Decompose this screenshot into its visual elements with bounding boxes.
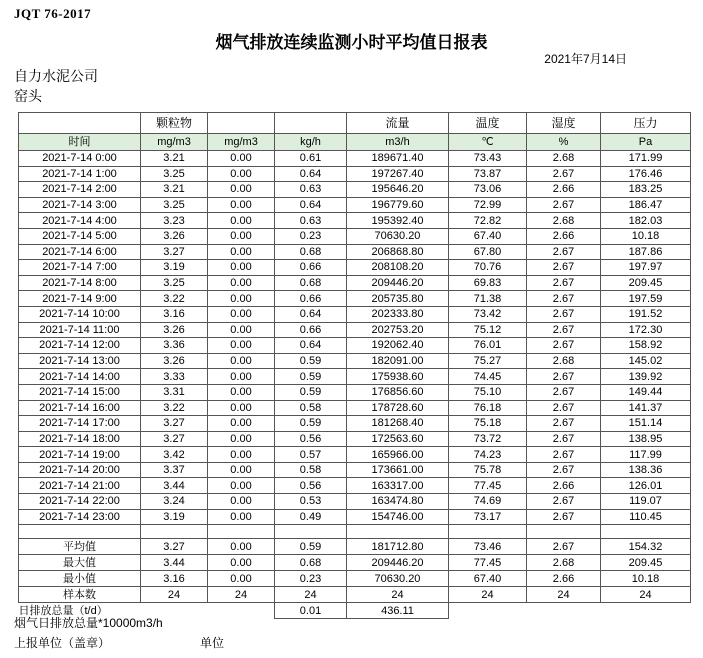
total-flow: 436.11 xyxy=(347,603,449,619)
cell-c3: 0.66 xyxy=(275,291,347,307)
cell-flow: 70630.20 xyxy=(347,228,449,244)
table-row xyxy=(19,509,691,525)
cell-time: 2021-7-14 9:00 xyxy=(19,291,141,307)
cell-c1: 3.21 xyxy=(141,151,208,167)
cell-c1: 3.26 xyxy=(141,353,208,369)
cell-temp: 73.42 xyxy=(449,306,527,322)
cell-hum: 2.67 xyxy=(527,369,601,385)
cell-temp: 73.43 xyxy=(449,151,527,167)
cell-c3: 0.58 xyxy=(275,400,347,416)
cell-hum: 2.67 xyxy=(527,275,601,291)
cell-temp: 73.17 xyxy=(449,509,527,525)
cell-hum: 2.67 xyxy=(527,462,601,478)
table-unit-row xyxy=(19,134,691,151)
spacer-cell xyxy=(141,525,208,539)
table-row xyxy=(19,182,691,198)
cell-hum: 2.66 xyxy=(527,182,601,198)
cell-c2: 0.00 xyxy=(208,291,275,307)
summary-c3: 24 xyxy=(275,587,347,603)
cell-temp: 75.10 xyxy=(449,384,527,400)
cell-pres: 197.59 xyxy=(601,291,691,307)
total-c3: 0.01 xyxy=(275,603,347,619)
cell-c1: 3.33 xyxy=(141,369,208,385)
cell-flow: 209446.20 xyxy=(347,275,449,291)
summary-label: 最小值 xyxy=(19,571,141,587)
group-header-flow: 流量 xyxy=(347,113,449,134)
cell-temp: 69.83 xyxy=(449,275,527,291)
cell-c2: 0.00 xyxy=(208,244,275,260)
cell-c3: 0.59 xyxy=(275,353,347,369)
unit-flow: m3/h xyxy=(347,134,449,151)
cell-c2: 0.00 xyxy=(208,338,275,354)
total-c2 xyxy=(208,603,275,619)
cell-flow: 163474.80 xyxy=(347,494,449,510)
summary-temp: 77.45 xyxy=(449,555,527,571)
spacer-cell xyxy=(527,525,601,539)
cell-temp: 74.45 xyxy=(449,369,527,385)
summary-flow: 181712.80 xyxy=(347,539,449,555)
group-header-blank-3 xyxy=(275,113,347,134)
cell-c2: 0.00 xyxy=(208,431,275,447)
summary-c2: 0.00 xyxy=(208,555,275,571)
group-header-temperature: 温度 xyxy=(449,113,527,134)
table-row xyxy=(19,400,691,416)
cell-time: 2021-7-14 4:00 xyxy=(19,213,141,229)
cell-c2: 0.00 xyxy=(208,462,275,478)
table-row xyxy=(19,478,691,494)
cell-c3: 0.56 xyxy=(275,431,347,447)
cell-c2: 0.00 xyxy=(208,306,275,322)
summary-temp: 73.46 xyxy=(449,539,527,555)
table-group-header-row xyxy=(19,113,691,134)
cell-flow: 176856.60 xyxy=(347,384,449,400)
table-row xyxy=(19,291,691,307)
cell-pres: 187.86 xyxy=(601,244,691,260)
cell-temp: 73.87 xyxy=(449,166,527,182)
cell-c1: 3.44 xyxy=(141,478,208,494)
cell-time: 2021-7-14 11:00 xyxy=(19,322,141,338)
cell-hum: 2.67 xyxy=(527,306,601,322)
cell-hum: 2.67 xyxy=(527,494,601,510)
summary-flow: 70630.20 xyxy=(347,571,449,587)
summary-c1: 3.44 xyxy=(141,555,208,571)
summary-c3: 0.68 xyxy=(275,555,347,571)
cell-c3: 0.57 xyxy=(275,447,347,463)
cell-c1: 3.19 xyxy=(141,509,208,525)
cell-hum: 2.67 xyxy=(527,509,601,525)
cell-time: 2021-7-14 8:00 xyxy=(19,275,141,291)
table-row xyxy=(19,353,691,369)
cell-flow: 195392.40 xyxy=(347,213,449,229)
cell-time: 2021-7-14 5:00 xyxy=(19,228,141,244)
cell-c2: 0.00 xyxy=(208,151,275,167)
cell-c2: 0.00 xyxy=(208,478,275,494)
total-blank-1 xyxy=(449,603,527,619)
cell-pres: 183.25 xyxy=(601,182,691,198)
cell-c1: 3.19 xyxy=(141,260,208,276)
cell-pres: 191.52 xyxy=(601,306,691,322)
spacer-cell xyxy=(208,525,275,539)
table-row xyxy=(19,431,691,447)
summary-c3: 0.59 xyxy=(275,539,347,555)
group-header-particulate: 颗粒物 xyxy=(141,113,208,134)
summary-c1: 24 xyxy=(141,587,208,603)
cell-flow: 208108.20 xyxy=(347,260,449,276)
cell-hum: 2.66 xyxy=(527,228,601,244)
summary-pres: 209.45 xyxy=(601,555,691,571)
cell-time: 2021-7-14 7:00 xyxy=(19,260,141,276)
summary-pres: 24 xyxy=(601,587,691,603)
cell-time: 2021-7-14 10:00 xyxy=(19,306,141,322)
summary-row-average xyxy=(19,539,691,555)
cell-c3: 0.59 xyxy=(275,416,347,432)
spacer-cell xyxy=(19,525,141,539)
cell-hum: 2.67 xyxy=(527,291,601,307)
cell-c3: 0.64 xyxy=(275,197,347,213)
table-row xyxy=(19,275,691,291)
cell-time: 2021-7-14 19:00 xyxy=(19,447,141,463)
cell-hum: 2.67 xyxy=(527,260,601,276)
summary-row-count xyxy=(19,587,691,603)
cell-pres: 197.97 xyxy=(601,260,691,276)
cell-hum: 2.67 xyxy=(527,338,601,354)
cell-flow: 175938.60 xyxy=(347,369,449,385)
summary-flow: 24 xyxy=(347,587,449,603)
cell-flow: 182091.00 xyxy=(347,353,449,369)
group-header-humidity: 湿度 xyxy=(527,113,601,134)
cell-pres: 176.46 xyxy=(601,166,691,182)
cell-c2: 0.00 xyxy=(208,369,275,385)
summary-pres: 10.18 xyxy=(601,571,691,587)
cell-flow: 189671.40 xyxy=(347,151,449,167)
cell-hum: 2.68 xyxy=(527,151,601,167)
summary-hum: 2.68 xyxy=(527,555,601,571)
cell-c2: 0.00 xyxy=(208,197,275,213)
cell-flow: 173661.00 xyxy=(347,462,449,478)
cell-c1: 3.26 xyxy=(141,228,208,244)
total-blank-3 xyxy=(601,603,691,619)
cell-hum: 2.67 xyxy=(527,416,601,432)
cell-c3: 0.64 xyxy=(275,338,347,354)
cell-c2: 0.00 xyxy=(208,494,275,510)
cell-hum: 2.67 xyxy=(527,431,601,447)
cell-time: 2021-7-14 0:00 xyxy=(19,151,141,167)
cell-c3: 0.59 xyxy=(275,369,347,385)
unit-particulate-1: mg/m3 xyxy=(141,134,208,151)
cell-c2: 0.00 xyxy=(208,228,275,244)
cell-c1: 3.24 xyxy=(141,494,208,510)
group-header-blank-2 xyxy=(208,113,275,134)
cell-pres: 119.07 xyxy=(601,494,691,510)
cell-c2: 0.00 xyxy=(208,447,275,463)
cell-c3: 0.63 xyxy=(275,182,347,198)
cell-time: 2021-7-14 1:00 xyxy=(19,166,141,182)
cell-temp: 67.40 xyxy=(449,228,527,244)
cell-time: 2021-7-14 23:00 xyxy=(19,509,141,525)
cell-temp: 75.18 xyxy=(449,416,527,432)
cell-hum: 2.68 xyxy=(527,353,601,369)
cell-temp: 76.01 xyxy=(449,338,527,354)
summary-flow: 209446.20 xyxy=(347,555,449,571)
table-row xyxy=(19,244,691,260)
cell-c3: 0.61 xyxy=(275,151,347,167)
table-row xyxy=(19,369,691,385)
cell-pres: 172.30 xyxy=(601,322,691,338)
total-label: 日排放总量（t/d） xyxy=(18,605,108,617)
cell-c1: 3.22 xyxy=(141,291,208,307)
cell-hum: 2.66 xyxy=(527,478,601,494)
cell-temp: 76.18 xyxy=(449,400,527,416)
cell-c3: 0.64 xyxy=(275,306,347,322)
cell-pres: 149.44 xyxy=(601,384,691,400)
footer-unit: 单位 xyxy=(200,636,225,650)
cell-c1: 3.36 xyxy=(141,338,208,354)
cell-pres: 110.45 xyxy=(601,509,691,525)
table-row xyxy=(19,416,691,432)
cell-temp: 72.99 xyxy=(449,197,527,213)
cell-c1: 3.27 xyxy=(141,431,208,447)
table-row xyxy=(19,197,691,213)
cell-temp: 75.27 xyxy=(449,353,527,369)
cell-hum: 2.67 xyxy=(527,384,601,400)
cell-c3: 0.58 xyxy=(275,462,347,478)
cell-temp: 72.82 xyxy=(449,213,527,229)
cell-time: 2021-7-14 21:00 xyxy=(19,478,141,494)
cell-flow: 163317.00 xyxy=(347,478,449,494)
unit-pressure: Pa xyxy=(601,134,691,151)
cell-pres: 126.01 xyxy=(601,478,691,494)
cell-pres: 186.47 xyxy=(601,197,691,213)
cell-flow: 206868.80 xyxy=(347,244,449,260)
cell-time: 2021-7-14 22:00 xyxy=(19,494,141,510)
summary-row-min xyxy=(19,571,691,587)
table-row xyxy=(19,151,691,167)
spacer-cell xyxy=(275,525,347,539)
cell-c1: 3.27 xyxy=(141,416,208,432)
cell-c3: 0.23 xyxy=(275,228,347,244)
group-header-blank xyxy=(19,113,141,134)
total-blank-2 xyxy=(527,603,601,619)
spacer-row xyxy=(19,525,691,539)
header-time: 时间 xyxy=(19,134,141,151)
summary-pres: 154.32 xyxy=(601,539,691,555)
table-row xyxy=(19,462,691,478)
cell-time: 2021-7-14 13:00 xyxy=(19,353,141,369)
table-row xyxy=(19,447,691,463)
cell-c3: 0.56 xyxy=(275,478,347,494)
cell-flow: 178728.60 xyxy=(347,400,449,416)
cell-flow: 197267.40 xyxy=(347,166,449,182)
summary-label: 平均值 xyxy=(19,539,141,555)
cell-pres: 209.45 xyxy=(601,275,691,291)
spacer-cell xyxy=(347,525,449,539)
summary-c3: 0.23 xyxy=(275,571,347,587)
cell-hum: 2.67 xyxy=(527,447,601,463)
table-row xyxy=(19,166,691,182)
spacer-cell xyxy=(449,525,527,539)
cell-temp: 75.78 xyxy=(449,462,527,478)
table-row xyxy=(19,260,691,276)
cell-time: 2021-7-14 16:00 xyxy=(19,400,141,416)
cell-c1: 3.26 xyxy=(141,322,208,338)
cell-c1: 3.31 xyxy=(141,384,208,400)
unit-mass-rate: kg/h xyxy=(275,134,347,151)
cell-c3: 0.49 xyxy=(275,509,347,525)
cell-c2: 0.00 xyxy=(208,322,275,338)
table-row xyxy=(19,228,691,244)
summary-temp: 67.40 xyxy=(449,571,527,587)
cell-c2: 0.00 xyxy=(208,353,275,369)
cell-pres: 182.03 xyxy=(601,213,691,229)
cell-time: 2021-7-14 2:00 xyxy=(19,182,141,198)
unit-particulate-2: mg/m3 xyxy=(208,134,275,151)
cell-c2: 0.00 xyxy=(208,509,275,525)
cell-c3: 0.66 xyxy=(275,322,347,338)
cell-hum: 2.67 xyxy=(527,322,601,338)
cell-c2: 0.00 xyxy=(208,416,275,432)
cell-temp: 67.80 xyxy=(449,244,527,260)
table-row xyxy=(19,494,691,510)
summary-hum: 2.67 xyxy=(527,539,601,555)
cell-c1: 3.42 xyxy=(141,447,208,463)
unit-humidity: % xyxy=(527,134,601,151)
cell-c2: 0.00 xyxy=(208,213,275,229)
cell-time: 2021-7-14 15:00 xyxy=(19,384,141,400)
cell-hum: 2.67 xyxy=(527,166,601,182)
cell-time: 2021-7-14 18:00 xyxy=(19,431,141,447)
cell-pres: 138.95 xyxy=(601,431,691,447)
summary-hum: 24 xyxy=(527,587,601,603)
cell-pres: 145.02 xyxy=(601,353,691,369)
table-row xyxy=(19,338,691,354)
cell-c1: 3.37 xyxy=(141,462,208,478)
cell-time: 2021-7-14 14:00 xyxy=(19,369,141,385)
cell-hum: 2.67 xyxy=(527,197,601,213)
cell-c1: 3.25 xyxy=(141,197,208,213)
footer-report-unit: 上报单位（盖章） xyxy=(14,636,111,650)
cell-c3: 0.53 xyxy=(275,494,347,510)
cell-c1: 3.22 xyxy=(141,400,208,416)
summary-c2: 24 xyxy=(208,587,275,603)
table-row xyxy=(19,384,691,400)
cell-flow: 202753.20 xyxy=(347,322,449,338)
cell-c3: 0.64 xyxy=(275,166,347,182)
cell-c2: 0.00 xyxy=(208,384,275,400)
cell-temp: 73.06 xyxy=(449,182,527,198)
cell-c1: 3.23 xyxy=(141,213,208,229)
page-title: 烟气排放连续监测小时平均值日报表 xyxy=(215,33,488,52)
cell-c1: 3.21 xyxy=(141,182,208,198)
cell-c1: 3.27 xyxy=(141,244,208,260)
cell-c3: 0.66 xyxy=(275,260,347,276)
cell-pres: 158.92 xyxy=(601,338,691,354)
footer-note: 烟气日排放总量*10000m3/h xyxy=(14,616,163,630)
cell-pres: 139.92 xyxy=(601,369,691,385)
cell-flow: 205735.80 xyxy=(347,291,449,307)
summary-row-max xyxy=(19,555,691,571)
spacer-cell xyxy=(601,525,691,539)
cell-c2: 0.00 xyxy=(208,182,275,198)
cell-pres: 117.99 xyxy=(601,447,691,463)
unit-temperature: ℃ xyxy=(449,134,527,151)
cell-c2: 0.00 xyxy=(208,400,275,416)
unit-name: 窑头 xyxy=(14,88,42,104)
cell-temp: 71.38 xyxy=(449,291,527,307)
cell-c2: 0.00 xyxy=(208,166,275,182)
cell-temp: 74.69 xyxy=(449,494,527,510)
cell-flow: 154746.00 xyxy=(347,509,449,525)
cell-flow: 195646.20 xyxy=(347,182,449,198)
cell-pres: 171.99 xyxy=(601,151,691,167)
cell-c1: 3.25 xyxy=(141,275,208,291)
cell-c1: 3.25 xyxy=(141,166,208,182)
cell-hum: 2.67 xyxy=(527,400,601,416)
cell-c1: 3.16 xyxy=(141,306,208,322)
emissions-table xyxy=(18,112,691,619)
summary-temp: 24 xyxy=(449,587,527,603)
group-header-pressure: 压力 xyxy=(601,113,691,134)
cell-hum: 2.68 xyxy=(527,213,601,229)
summary-label: 样本数 xyxy=(19,587,141,603)
table-row xyxy=(19,322,691,338)
cell-temp: 74.23 xyxy=(449,447,527,463)
cell-temp: 73.72 xyxy=(449,431,527,447)
table-row xyxy=(19,213,691,229)
cell-c3: 0.68 xyxy=(275,244,347,260)
cell-c3: 0.68 xyxy=(275,275,347,291)
cell-flow: 165966.00 xyxy=(347,447,449,463)
cell-pres: 138.36 xyxy=(601,462,691,478)
cell-c2: 0.00 xyxy=(208,260,275,276)
summary-label: 最大值 xyxy=(19,555,141,571)
cell-temp: 77.45 xyxy=(449,478,527,494)
cell-pres: 10.18 xyxy=(601,228,691,244)
summary-c1: 3.16 xyxy=(141,571,208,587)
summary-c2: 0.00 xyxy=(208,571,275,587)
cell-time: 2021-7-14 17:00 xyxy=(19,416,141,432)
cell-flow: 202333.80 xyxy=(347,306,449,322)
cell-temp: 75.12 xyxy=(449,322,527,338)
cell-flow: 181268.40 xyxy=(347,416,449,432)
cell-pres: 151.14 xyxy=(601,416,691,432)
cell-c2: 0.00 xyxy=(208,275,275,291)
summary-c1: 3.27 xyxy=(141,539,208,555)
cell-time: 2021-7-14 20:00 xyxy=(19,462,141,478)
cell-flow: 172563.60 xyxy=(347,431,449,447)
cell-time: 2021-7-14 6:00 xyxy=(19,244,141,260)
summary-c2: 0.00 xyxy=(208,539,275,555)
cell-c3: 0.63 xyxy=(275,213,347,229)
table-row xyxy=(19,306,691,322)
cell-c3: 0.59 xyxy=(275,384,347,400)
company-name: 自力水泥公司 xyxy=(14,68,98,84)
document-code: JQT 76-2017 xyxy=(14,6,92,21)
cell-temp: 70.76 xyxy=(449,260,527,276)
report-date: 2021年7月14日 xyxy=(544,52,627,66)
summary-hum: 2.66 xyxy=(527,571,601,587)
cell-flow: 196779.60 xyxy=(347,197,449,213)
cell-time: 2021-7-14 12:00 xyxy=(19,338,141,354)
cell-hum: 2.67 xyxy=(527,244,601,260)
cell-time: 2021-7-14 3:00 xyxy=(19,197,141,213)
cell-flow: 192062.40 xyxy=(347,338,449,354)
cell-pres: 141.37 xyxy=(601,400,691,416)
